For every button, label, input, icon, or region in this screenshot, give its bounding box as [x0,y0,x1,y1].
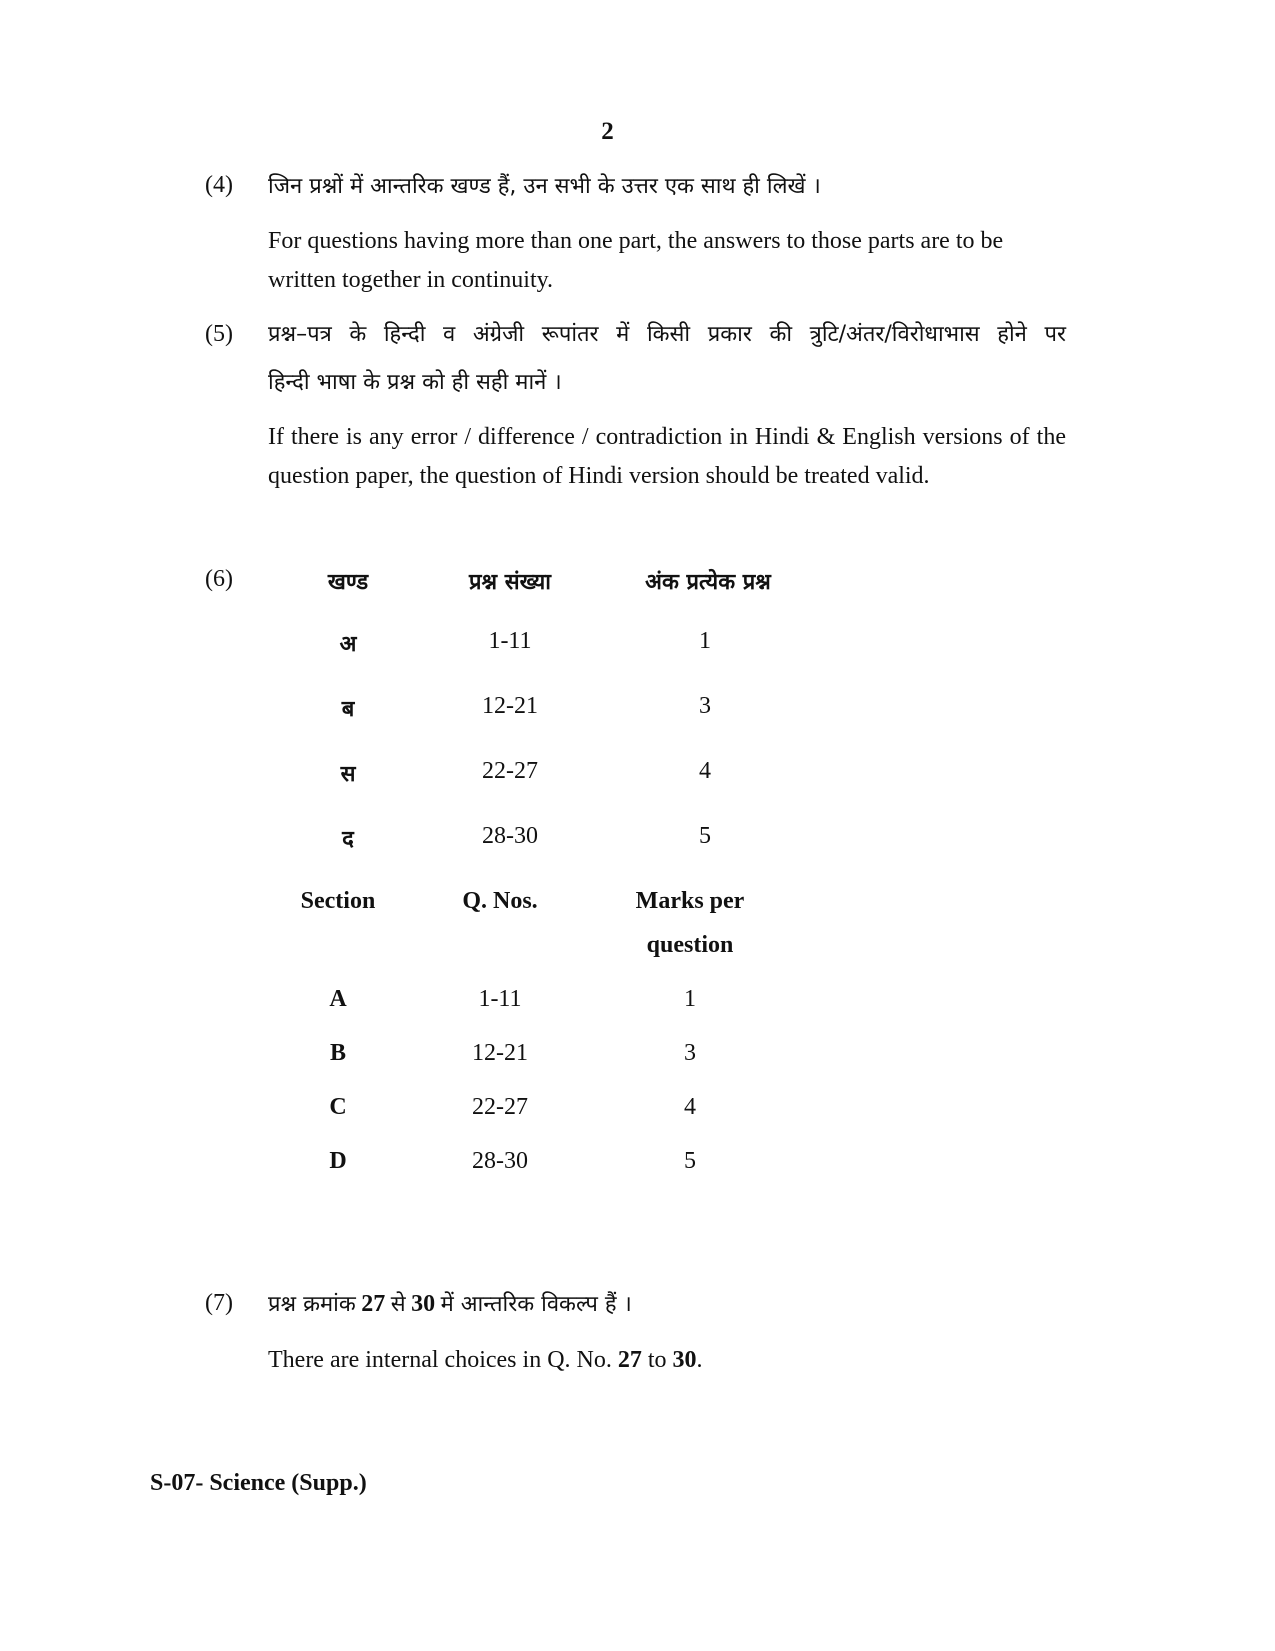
hindi-row-3-marks: 4 [699,758,711,784]
instruction-6-number: (6) [205,566,233,592]
hindi-row-3-qnos: 22-27 [482,758,538,784]
instruction-5-english: If there is any error / difference / contradiction in Hindi & English versions of the question paper, the question of Hindi version should be treated valid. [268,424,1066,489]
instruction-4-english: For questions having more than one part, the answers to those parts are to be written together in continuity. [268,228,1004,293]
english-row-4-section: D [329,1148,347,1174]
english-row-1-marks: 1 [684,986,696,1012]
instruction-7-english-part2: to [647,1347,667,1373]
footer-paper-code: S-07- Science (Supp.) [150,1470,367,1496]
hindi-row-3-section: स [340,762,356,787]
english-row-3-marks: 4 [684,1094,696,1120]
english-row-3-section: C [329,1094,347,1120]
english-row-3-qnos: 22-27 [472,1094,528,1120]
hindi-row-2-marks: 3 [699,693,711,719]
instruction-7-hindi-part2: से [390,1292,406,1317]
instruction-7-hindi-num2: 30 [411,1291,436,1317]
english-header-marks-per: Marks per [635,888,745,914]
instruction-4-hindi: जिन प्रश्नों में आन्तरिक खण्ड हैं, उन सभी के उत्तर एक साथ ही लिखें । [268,174,821,199]
hindi-row-2-section: ब [341,697,355,722]
instruction-7-english-part3: . [696,1347,703,1373]
hindi-row-1-marks: 1 [699,628,711,654]
hindi-row-4-section: द [342,827,354,852]
instruction-7-english [268,1341,1066,1380]
english-row-1-section: A [329,986,347,1012]
instruction-7-number: (7) [205,1290,233,1316]
instruction-5-number: (5) [205,321,233,347]
hindi-header-marks-per-question: अंक प्रत्येक प्रश्न [645,570,771,595]
instruction-7-hindi-num1: 27 [361,1291,386,1317]
english-header-question: question [646,932,734,958]
english-row-1-qnos: 1-11 [478,986,522,1012]
instruction-7-english-num2: 30 [672,1347,697,1373]
instruction-5-hindi-line2: हिन्दी भाषा के प्रश्न को ही सही मानें । [268,370,562,395]
hindi-row-4-marks: 5 [699,823,711,849]
instruction-7-english-num1: 27 [617,1347,642,1373]
hindi-row-1-qnos: 1-11 [488,628,532,654]
instruction-7-hindi [268,1288,1066,1318]
page-number: 2 [601,118,614,145]
hindi-row-1-section: अ [339,632,357,657]
english-row-4-qnos: 28-30 [472,1148,528,1174]
english-header-qnos: Q. Nos. [462,888,538,914]
english-row-2-marks: 3 [684,1040,696,1066]
english-row-2-section: B [329,1040,346,1066]
hindi-row-2-qnos: 12-21 [482,693,538,719]
instruction-7-hindi-part3: में आन्तरिक विकल्प हैं । [440,1292,632,1317]
hindi-header-question-numbers: प्रश्न संख्या [469,570,551,595]
instruction-7-hindi-part1: प्रश्न क्रमांक [268,1292,356,1317]
hindi-header-section: खण्ड [327,570,369,595]
english-row-2-qnos: 12-21 [472,1040,528,1066]
english-header-section: Section [300,888,376,914]
instruction-4-number: (4) [205,172,233,198]
english-row-4-marks: 5 [684,1148,696,1174]
hindi-row-4-qnos: 28-30 [482,823,538,849]
instruction-7-english-part1: There are internal choices in Q. No. [268,1347,612,1373]
instruction-5-hindi-line1: प्रश्न–पत्र के हिन्दी व अंग्रेजी रूपांतर में किसी प्रकार की त्रुटि/अंतर/विरोधाभास होने पर [268,322,1066,347]
